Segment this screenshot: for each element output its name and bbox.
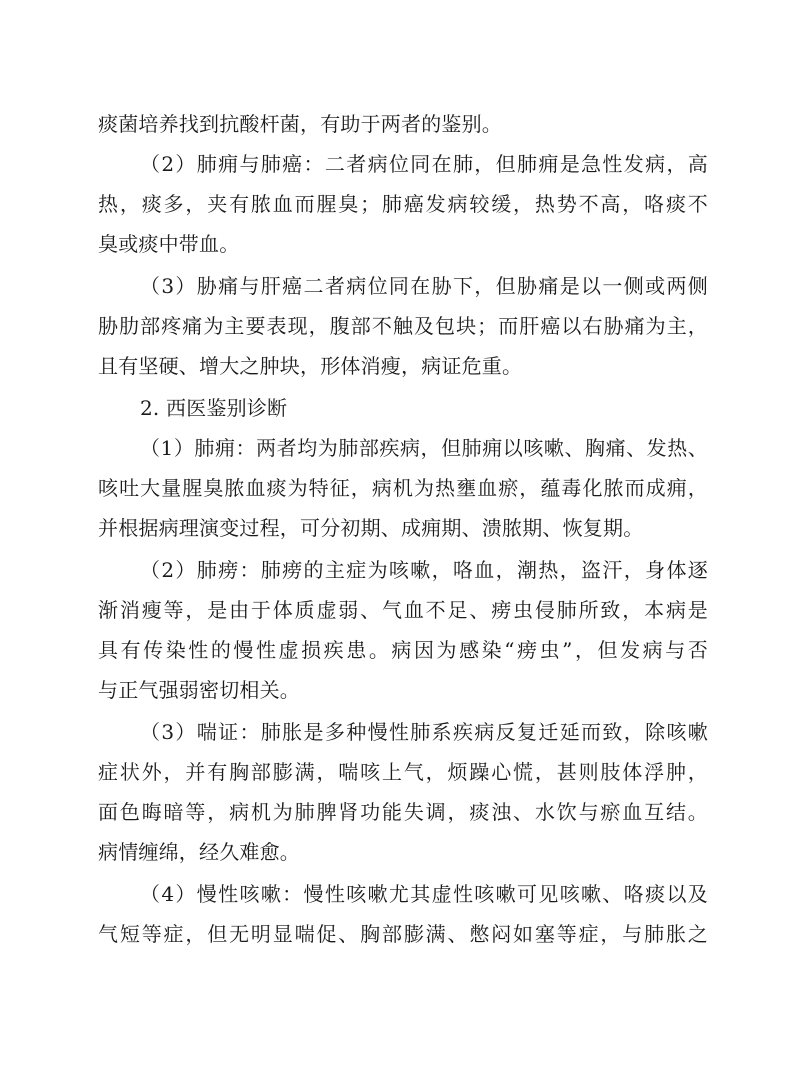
text-line: 症状外，并有胸部膨满，喘咳上气，烦躁心慌，甚则肢体浮肿， (98, 760, 708, 784)
text-line: （2）肺痈与肺癌：二者病位同在肺，但肺痈是急性发病，高 (140, 152, 708, 176)
text-line: 与正气强弱密切相关。 (98, 678, 300, 702)
text-line: 胁肋部疼痛为主要表现，腹部不触及包块；而肝癌以右胁痛为主， (98, 314, 708, 338)
text-line: （1）肺痈：两者均为肺部疾病，但肺痈以咳嗽、胸痛、发热、 (140, 436, 708, 460)
text-line: 渐消瘦等，是由于体质虚弱、气血不足、痨虫侵肺所致，本病是 (98, 598, 708, 622)
text-line: 具有传染性的慢性虚损疾患。病因为感染“痨虫”，但发病与否 (98, 638, 708, 662)
text-line: （3）胁痛与肝癌二者病位同在胁下，但胁痛是以一侧或两侧 (140, 274, 708, 298)
text-line: 且有坚硬、增大之肿块，形体消瘦，病证危重。 (98, 354, 523, 378)
text-line: 病情缠绵，经久难愈。 (98, 840, 300, 864)
text-line: 痰菌培养找到抗酸杆菌，有助于两者的鉴别。 (98, 112, 502, 136)
text-line: 臭或痰中带血。 (98, 232, 240, 256)
text-line: 并根据病理演变过程，可分初期、成痈期、溃脓期、恢复期。 (98, 516, 644, 540)
text-line: （2）肺痨：肺痨的主症为咳嗽，咯血，潮热，盗汗，身体逐 (140, 558, 708, 582)
text-line: （4）慢性咳嗽：慢性咳嗽尤其虚性咳嗽可见咳嗽、咯痰以及 (140, 882, 708, 906)
text-line: （3）喘证：肺胀是多种慢性肺系疾病反复迁延而致，除咳嗽 (140, 720, 708, 744)
text-line: 面色晦暗等，病机为肺脾肾功能失调，痰浊、水饮与瘀血互结。 (98, 800, 708, 824)
text-line: 气短等症，但无明显喘促、胸部膨满、憋闷如塞等症，与肺胀之 (98, 922, 708, 946)
section-heading: 2. 西医鉴别诊断 (140, 396, 288, 420)
text-line: 咳吐大量腥臭脓血痰为特征，病机为热壅血瘀，蕴毒化脓而成痈， (98, 476, 708, 500)
text-line: 热，痰多，夹有脓血而腥臭；肺癌发病较缓，热势不高，咯痰不 (98, 192, 708, 216)
